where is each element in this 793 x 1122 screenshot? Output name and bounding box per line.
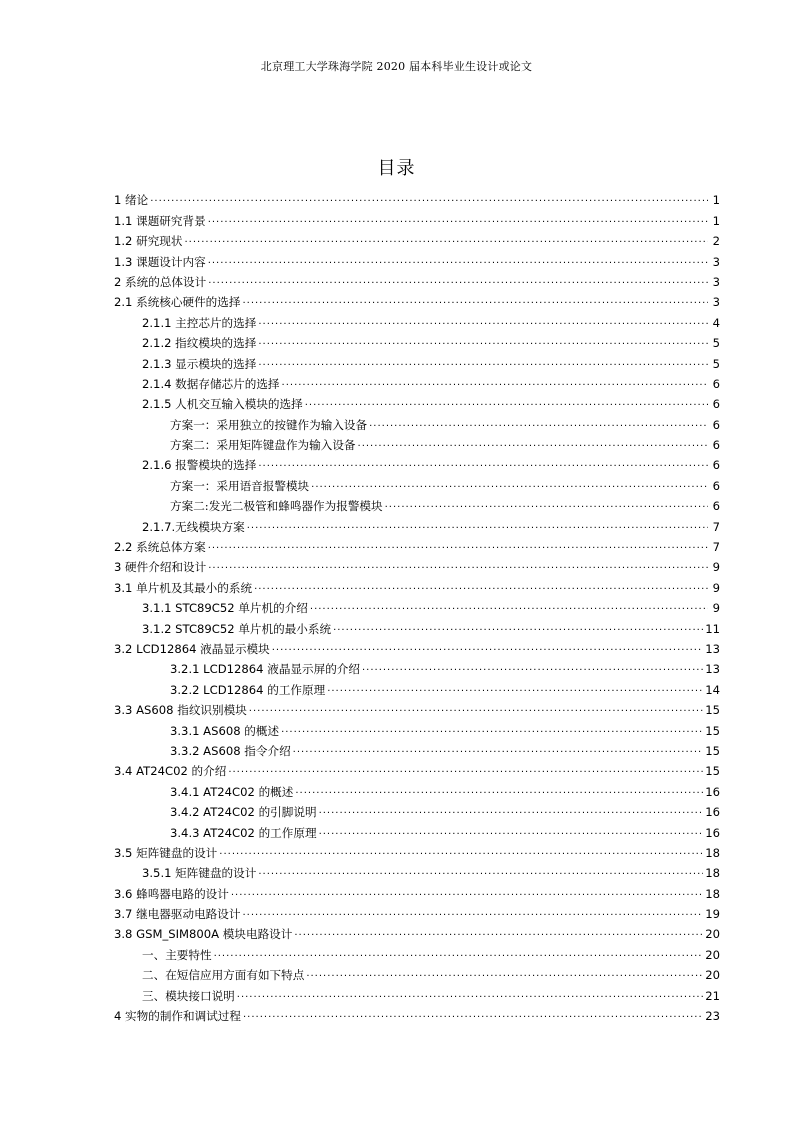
dot-leader [362, 662, 703, 674]
toc-entry[interactable] [114, 330, 720, 350]
dot-leader [231, 887, 703, 899]
dot-leader [272, 642, 703, 654]
toc-entry-page-number: 11 [705, 621, 720, 636]
dot-leader [208, 214, 708, 226]
dot-leader [319, 826, 704, 838]
toc-entry-page-number: 6 [712, 417, 720, 432]
toc-entry-page-number: 5 [712, 336, 720, 351]
toc-entry-label: 2.1.4 数据存储芯片的选择 [142, 376, 280, 391]
toc-entry-label: 二、在短信应用方面有如下特点 [142, 968, 305, 983]
toc-entry[interactable] [114, 411, 720, 431]
toc-entry[interactable] [114, 921, 720, 941]
toc-entry-label: 2.1.3 显示模块的选择 [142, 356, 257, 371]
toc-entry-page-number: 15 [705, 723, 720, 738]
dot-leader [310, 601, 708, 613]
toc-entry-label: 1.3 课题设计内容 [114, 254, 206, 269]
toc-entry-label: 1.1 课题研究背景 [114, 213, 206, 228]
dot-leader [228, 764, 703, 776]
dot-leader [306, 968, 703, 980]
toc-entry[interactable] [114, 371, 720, 391]
toc-entry[interactable] [114, 840, 720, 860]
toc-entry[interactable] [114, 676, 720, 696]
toc-entry[interactable] [114, 880, 720, 900]
toc-entry[interactable] [114, 595, 720, 615]
dot-leader [281, 724, 703, 736]
dot-leader [249, 703, 703, 715]
toc-entry-page-number: 13 [705, 641, 720, 656]
toc-entry-label: 3.6 蜂鸣器电路的设计 [114, 886, 229, 901]
toc-entry[interactable] [114, 309, 720, 329]
dot-leader [208, 275, 708, 287]
toc-entry-label: 2.1.2 指纹模块的选择 [142, 336, 257, 351]
toc-title: 目录 [377, 158, 416, 179]
toc-entry-page-number: 23 [705, 1009, 720, 1024]
dot-leader [214, 948, 704, 960]
dot-leader [258, 336, 708, 348]
toc-entry-page-number: 3 [712, 254, 720, 269]
toc-entry-label: 1.2 研究现状 [114, 234, 183, 249]
toc-entry-page-number: 16 [705, 805, 720, 820]
dot-leader [293, 744, 704, 756]
toc-entry-page-number: 14 [705, 682, 720, 697]
toc-entry-label: 3.8 GSM_SIM800A 模块电路设计 [114, 927, 293, 942]
toc-entry-label: 1 绪论 [114, 193, 149, 208]
toc-entry-label: 2.1.1 主控芯片的选择 [142, 315, 257, 330]
toc-entry-page-number: 9 [712, 560, 720, 575]
dot-leader [185, 234, 709, 246]
toc-entry[interactable] [114, 962, 720, 982]
toc-entry-page-number: 16 [705, 784, 720, 799]
toc-entry-page-number: 18 [705, 866, 720, 881]
toc-entry-page-number: 4 [712, 315, 720, 330]
dot-leader [219, 846, 703, 858]
toc-entry-page-number: 6 [712, 458, 720, 473]
toc-entry-label: 3.1.2 STC89C52 单片机的最小系统 [142, 621, 332, 636]
toc-entry-page-number: 18 [705, 886, 720, 901]
toc-entry-label: 2.2 系统总体方案 [114, 540, 206, 555]
toc-entry-label: 3.2.2 LCD12864 的工作原理 [170, 682, 326, 697]
page-header: 北京理工大学珠海学院 2020 届本科毕业生设计或论文 [260, 60, 533, 73]
toc-entry-page-number: 6 [712, 478, 720, 493]
toc-entry-page-number: 20 [705, 927, 720, 942]
dot-leader [208, 560, 708, 572]
dot-leader [258, 357, 708, 369]
toc-entry[interactable] [114, 248, 720, 268]
toc-entry-label: 方案二:发光二极管和蜂鸣器作为报警模块 [170, 499, 383, 514]
toc-entry-page-number: 1 [712, 213, 720, 228]
toc-entry[interactable] [114, 778, 720, 798]
toc-entry[interactable] [114, 269, 720, 289]
toc-entry-label: 3.5.1 矩阵键盘的设计 [142, 866, 257, 881]
toc-entry[interactable] [114, 574, 720, 594]
toc-entry-label: 3.2.1 LCD12864 液晶显示屏的介绍 [170, 662, 360, 677]
toc-entry-page-number: 21 [705, 988, 720, 1003]
toc-entry-page-number: 15 [705, 703, 720, 718]
toc-entry-page-number: 18 [705, 845, 720, 860]
dot-leader [295, 785, 703, 797]
toc-entry-label: 方案一：采用独立的按键作为输入设备 [170, 417, 368, 432]
toc-entry-label: 3.1 单片机及其最小的系统 [114, 580, 253, 595]
toc-entry[interactable] [114, 982, 720, 1002]
dot-leader [333, 622, 703, 634]
dot-leader [243, 1009, 703, 1021]
toc-entry-page-number: 13 [705, 662, 720, 677]
toc-entry-page-number: 7 [712, 540, 720, 555]
dot-leader [294, 927, 703, 939]
toc-entry-label: 3 硬件介绍和设计 [114, 560, 207, 575]
toc-entry-label: 4 实物的制作和调试过程 [114, 1009, 241, 1024]
toc-entry-label: 一、主要特性 [142, 947, 212, 962]
toc-entry[interactable] [114, 228, 720, 248]
toc-entry-page-number: 19 [705, 907, 720, 922]
toc-entry[interactable] [114, 472, 720, 492]
dot-leader [237, 989, 703, 1001]
dot-leader [242, 295, 708, 307]
dot-leader [282, 377, 708, 389]
dot-leader [258, 866, 703, 878]
toc-entry[interactable] [114, 350, 720, 370]
dot-leader [358, 438, 708, 450]
toc-entry-label: 3.4.3 AT24C02 的工作原理 [170, 825, 317, 840]
toc-entry[interactable] [114, 860, 720, 880]
toc-entry-page-number: 20 [705, 947, 720, 962]
toc-entry-page-number: 20 [705, 968, 720, 983]
dot-leader [208, 540, 708, 552]
toc-entry[interactable] [114, 432, 720, 452]
toc-entry[interactable] [114, 207, 720, 227]
toc-entry[interactable] [114, 452, 720, 472]
toc-entry[interactable] [114, 636, 720, 656]
toc-entry[interactable] [114, 738, 720, 758]
toc-entry-label: 2.1 系统核心硬件的选择 [114, 295, 241, 310]
dot-leader [385, 499, 708, 511]
toc-entry-label: 3.4.2 AT24C02 的引脚说明 [170, 805, 317, 820]
toc-entry[interactable] [114, 1003, 720, 1023]
toc-entry[interactable] [114, 901, 720, 921]
toc-entry-page-number: 6 [712, 397, 720, 412]
toc-entry-label: 3.3.2 AS608 指令介绍 [170, 743, 291, 758]
dot-leader [369, 418, 708, 430]
dot-leader [319, 805, 704, 817]
toc-entry-label: 2.1.7.无线模块方案 [142, 519, 245, 534]
toc-entry-label: 2 系统的总体设计 [114, 274, 207, 289]
table-of-contents [114, 187, 720, 1023]
toc-entry[interactable] [114, 758, 720, 778]
toc-entry-label: 方案二：采用矩阵键盘作为输入设备 [170, 438, 356, 453]
dot-leader [208, 255, 708, 267]
dot-leader [242, 907, 703, 919]
dot-leader [258, 316, 708, 328]
toc-entry-label: 3.4 AT24C02 的介绍 [114, 764, 227, 779]
toc-entry-label: 2.1.6 报警模块的选择 [142, 458, 257, 473]
toc-entry[interactable] [114, 819, 720, 839]
toc-entry-page-number: 15 [705, 764, 720, 779]
toc-entry[interactable] [114, 554, 720, 574]
toc-entry[interactable] [114, 289, 720, 309]
toc-entry[interactable] [114, 615, 720, 635]
toc-entry-label: 方案一：采用语音报警模块 [170, 478, 310, 493]
toc-entry[interactable] [114, 656, 720, 676]
toc-entry-page-number: 1 [712, 193, 720, 208]
toc-entry[interactable] [114, 534, 720, 554]
toc-entry-label: 3.5 矩阵键盘的设计 [114, 845, 218, 860]
toc-entry-page-number: 9 [712, 580, 720, 595]
toc-entry-page-number: 6 [712, 499, 720, 514]
toc-entry-label: 3.3 AS608 指纹识别模块 [114, 703, 247, 718]
dot-leader [305, 397, 708, 409]
toc-entry-page-number: 15 [705, 743, 720, 758]
toc-entry-label: 3.4.1 AT24C02 的概述 [170, 784, 294, 799]
toc-entry-page-number: 7 [712, 519, 720, 534]
toc-entry[interactable] [114, 941, 720, 961]
toc-entry-page-number: 2 [712, 234, 720, 249]
toc-entry[interactable] [114, 717, 720, 737]
toc-entry-label: 3.7 继电器驱动电路设计 [114, 907, 241, 922]
toc-entry-page-number: 9 [712, 601, 720, 616]
dot-leader [311, 479, 708, 491]
toc-entry-page-number: 6 [712, 376, 720, 391]
toc-entry-label: 3.1.1 STC89C52 单片机的介绍 [142, 601, 308, 616]
toc-entry-label: 三、模块接口说明 [142, 988, 235, 1003]
toc-entry[interactable] [114, 697, 720, 717]
dot-leader [258, 458, 708, 470]
dot-leader [327, 683, 703, 695]
toc-entry[interactable] [114, 799, 720, 819]
toc-entry-label: 3.3.1 AS608 的概述 [170, 723, 280, 738]
toc-entry[interactable] [114, 187, 720, 207]
dot-leader [247, 520, 708, 532]
toc-entry-page-number: 5 [712, 356, 720, 371]
toc-entry-label: 3.2 LCD12864 液晶显示模块 [114, 641, 270, 656]
toc-entry[interactable] [114, 493, 720, 513]
toc-entry-page-number: 3 [712, 274, 720, 289]
toc-entry[interactable] [114, 513, 720, 533]
toc-entry-page-number: 3 [712, 295, 720, 310]
dot-leader [254, 581, 708, 593]
toc-entry[interactable] [114, 391, 720, 411]
dot-leader [150, 193, 708, 205]
toc-entry-page-number: 16 [705, 825, 720, 840]
toc-entry-label: 2.1.5 人机交互输入模块的选择 [142, 397, 303, 412]
toc-entry-page-number: 6 [712, 438, 720, 453]
